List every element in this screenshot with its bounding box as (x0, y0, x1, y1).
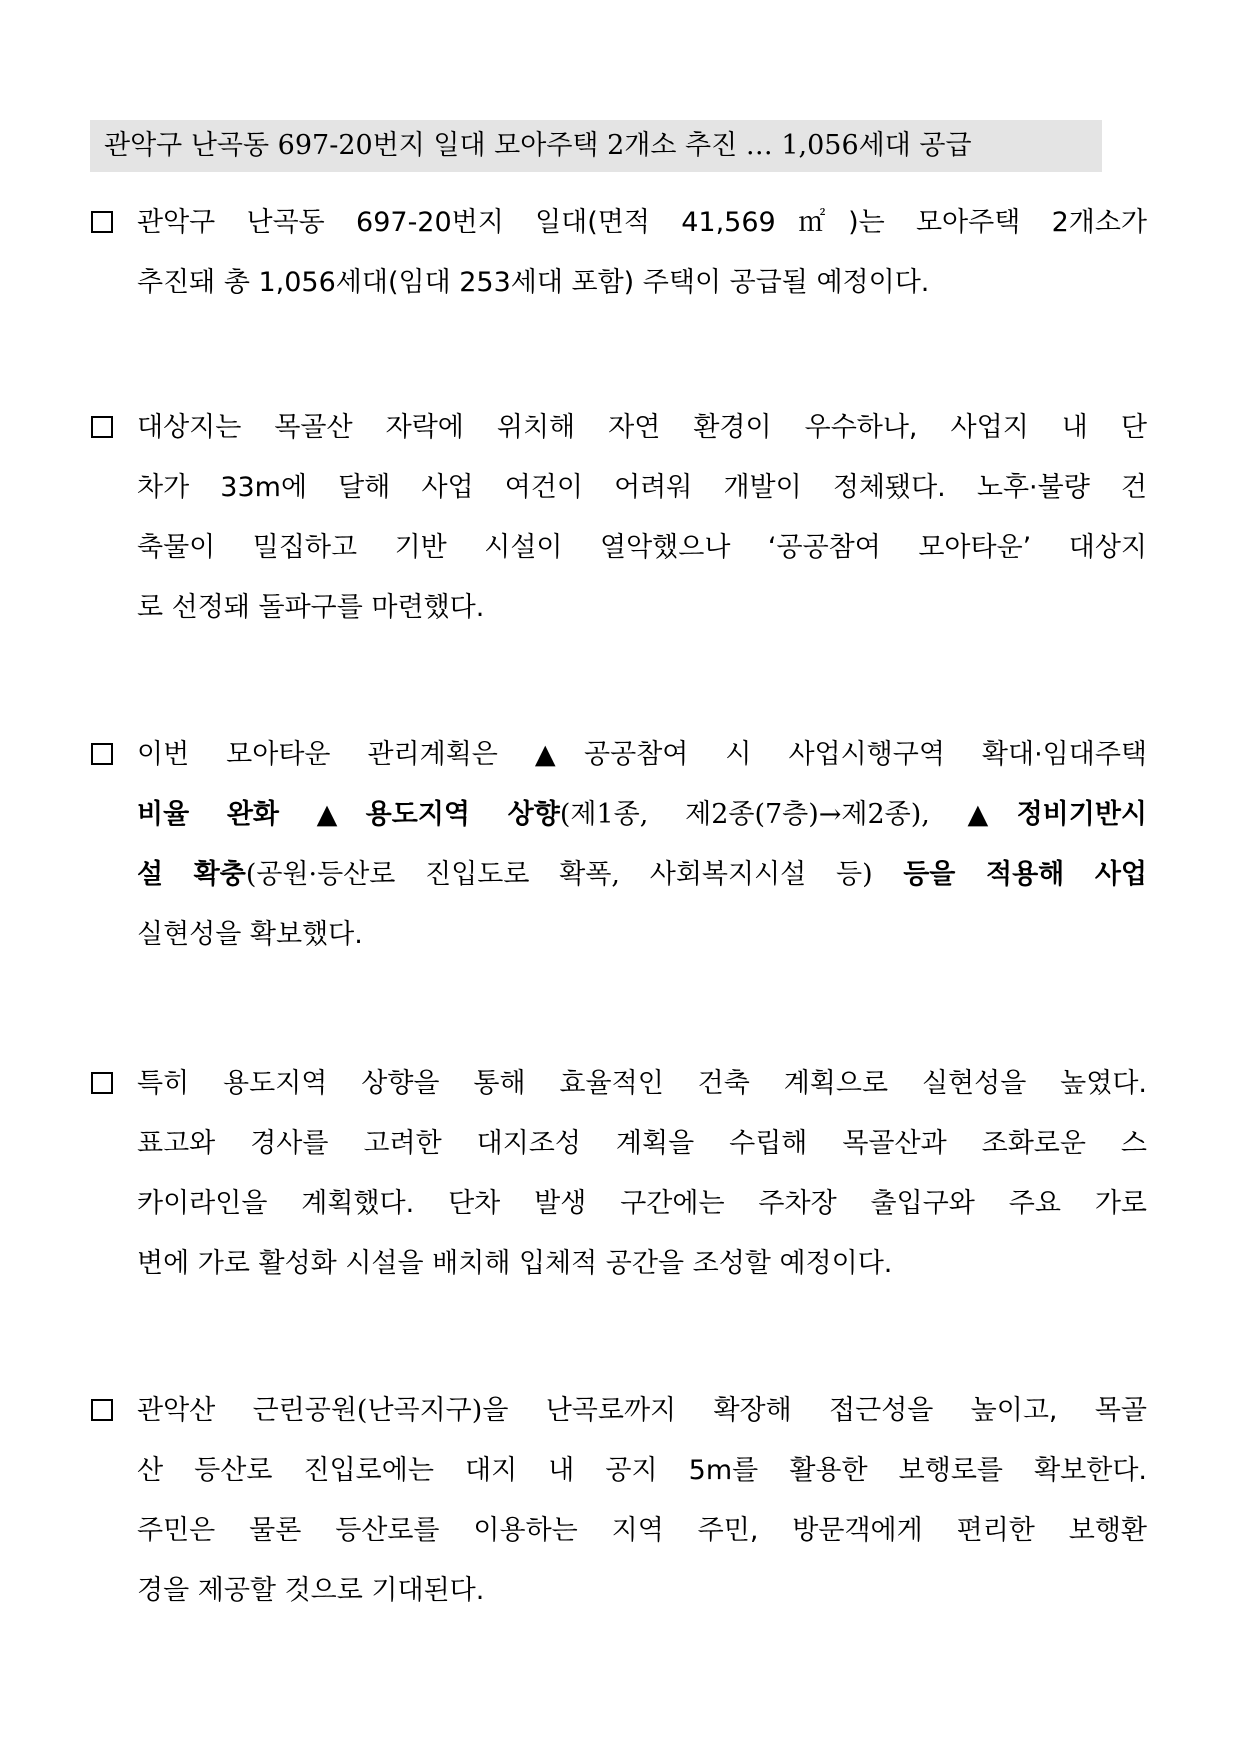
checkbox-bullet (91, 743, 113, 765)
paragraph-line-mixed (137, 790, 1147, 840)
text-run: 설 확충 (137, 859, 246, 890)
paragraph-line: 카이라인을 계획했다. 단차 발생 구간에는 주차장 출입구와 주요 가로 (137, 1188, 1147, 1219)
paragraph-line: 주민은 물론 등산로를 이용하는 지역 주민, 방문객에게 편리한 보행환 (137, 1515, 1147, 1546)
paragraph-line: 경을 제공할 것으로 기대된다. (137, 1575, 485, 1606)
text-run: 등을 적용해 사업 (872, 859, 1147, 890)
paragraph-line-mixed (137, 1386, 1147, 1436)
text-run: 관악산 근린공원 (137, 1395, 357, 1426)
checkbox-bullet (91, 211, 113, 233)
paragraph-line: 특히 용도지역 상향을 통해 효율적인 건축 계획으로 실현성을 높였다. (137, 1068, 1147, 1099)
paragraph-line: 축물이 밀집하고 기반 시설이 열악했으나 ‘공공참여 모아타운’ 대상지 (137, 532, 1147, 563)
checkbox-bullet (91, 1072, 113, 1094)
paragraph-line-mixed (137, 850, 1147, 900)
paragraph-line: 산 등산로 진입로에는 대지 내 공지 5m를 활용한 보행로를 확보한다. (137, 1455, 1147, 1486)
parenthetical-text: (공원·등산로 진입도로 확폭, 사회복지시설 등) (245, 859, 873, 890)
paragraph-line: 추진돼 총 1,056세대(임대 253세대 포함) 주택이 공급될 예정이다. (137, 267, 930, 298)
paragraph-line: 대상지는 목골산 자락에 위치해 자연 환경이 우수하나, 사업지 내 단 (137, 412, 1147, 443)
paragraph-line: 변에 가로 활성화 시설을 배치해 입체적 공간을 조성할 예정이다. (137, 1248, 893, 1279)
checkbox-bullet (91, 1399, 113, 1421)
text-run: 비율 완화 ▲용도지역 상향 (137, 799, 560, 830)
paragraph-line: 이번 모아타운 관리계획은 ▲공공참여 시 사업시행구역 확대·임대주택 (137, 739, 1147, 770)
paragraph-line: 로 선정돼 돌파구를 마련했다. (137, 592, 485, 623)
paragraph-line: 실현성을 확보했다. (137, 919, 363, 950)
text-run: ▲정비기반시 (929, 799, 1147, 830)
headline: 관악구 난곡동 697-20번지 일대 모아주택 2개소 추진 … 1,056세대 공급 (90, 120, 1102, 172)
text-run: 을 난곡로까지 확장해 접근성을 높이고, 목골 (482, 1395, 1147, 1426)
paragraph-line: 차가 33m에 달해 사업 여건이 어려워 개발이 정체됐다. 노후·불량 건 (137, 472, 1147, 503)
checkbox-bullet (91, 416, 113, 438)
parenthetical-text: (난곡지구) (356, 1395, 483, 1426)
parenthetical-text: (제1종, 제2종(7층)→제2종), (559, 799, 930, 830)
paragraph-line: 표고와 경사를 고려한 대지조성 계획을 수립해 목골산과 조화로운 스 (137, 1128, 1147, 1159)
paragraph-line: 관악구 난곡동 697-20번지 일대(면적 41,569㎡)는 모아주택 2개소가 (137, 207, 1147, 238)
